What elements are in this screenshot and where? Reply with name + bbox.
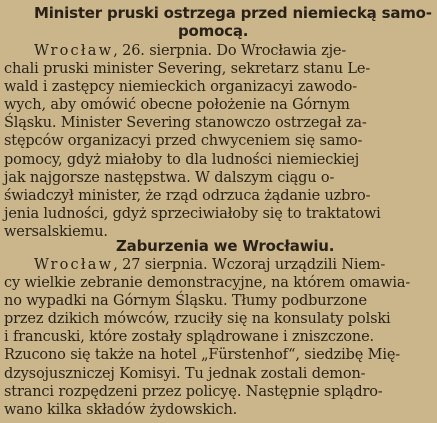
headline-line: Zaburzenia we Wrocławiu. <box>116 237 335 255</box>
body-line: no wypadki na Górnym Śląsku. Tłumy podburzone <box>4 293 367 310</box>
body-line: świadczył minister, że rząd odrzuca żądanie uzbro- <box>4 187 371 204</box>
article-body <box>0 42 437 241</box>
headline-line: pomocą. <box>178 22 249 40</box>
body-line: dzysojuszniczej Komisyi. Tu jednak zostali demon- <box>4 365 366 382</box>
first-line-text: , 27 sierpnia. Wczoraj urządzili Niem- <box>113 257 386 273</box>
body-line: chali pruski minister Severing, sekretarz stanu Le- <box>4 61 371 78</box>
article-minister-warns <box>0 4 437 241</box>
first-line-text: , 26. sierpnia. Do Wrocławia zje- <box>113 43 347 59</box>
article-body <box>0 256 437 419</box>
article-riots-wroclaw <box>0 237 437 419</box>
article-headline <box>0 4 437 40</box>
body-line <box>0 256 437 274</box>
body-line: pomocy, gdyż miałoby to dla ludności niemieckiej <box>4 151 360 168</box>
body-line: cy wielkie zebranie demonstracyjne, na którem omawia- <box>4 275 411 292</box>
body-line: wych, aby omówić obecne położenie na Górnym <box>4 97 350 114</box>
body-line: Śląsku. Minister Severing stanowczo ostrzegał za- <box>4 115 367 132</box>
article-headline <box>0 237 437 255</box>
body-line <box>0 42 437 60</box>
body-line: jak najgorsze następstwa. W dalszym ciągu o- <box>4 169 335 186</box>
body-line: przez dzikich mówców, rzuciły się na konsulaty polski <box>4 311 391 328</box>
body-line: i francuski, które zostały splądrowane i zniszczone. <box>4 329 375 346</box>
body-line: stranci rozpędzeni przez policyę. Następnie splądro- <box>4 383 383 400</box>
headline-line: Minister pruski ostrzega przed niemiecką samo- <box>34 4 432 22</box>
body-line: wano kilka składów żydowskich. <box>4 401 238 418</box>
dateline: Wrocław <box>34 257 114 273</box>
body-line: wald i zastępcy niemieckich organizacyi zawodo- <box>4 79 358 96</box>
body-line: jenia ludności, gdyż sprzeciwiałoby się to traktatowi <box>4 205 381 222</box>
body-line: Rzucono się także na hotel „Fürstenhof“, siedzibę Mię- <box>4 347 401 364</box>
body-line: wersalskiemu. <box>4 223 108 240</box>
body-line: stępców organizacyi przed chwyceniem się samo- <box>4 133 363 150</box>
dateline: Wrocław <box>34 43 114 59</box>
